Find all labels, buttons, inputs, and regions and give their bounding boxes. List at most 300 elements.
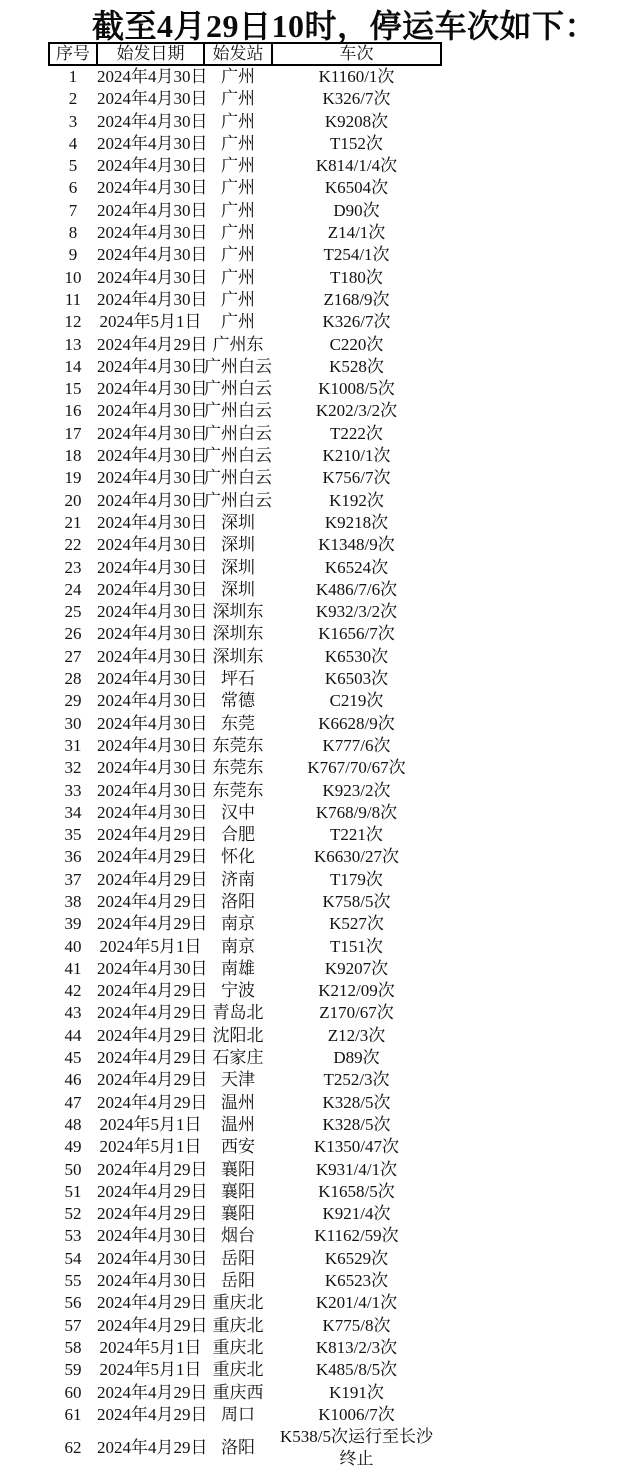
table-row: [49, 623, 441, 645]
cell-depart-station: 深圳: [221, 512, 255, 532]
cell-depart-date: 2024年4月30日: [97, 646, 208, 666]
cell-depart-date: 2024年4月30日: [97, 401, 208, 421]
cell-train-number: K777/6次: [322, 735, 391, 755]
cell-depart-date: 2024年4月30日: [97, 802, 208, 822]
cell-depart-station: 广州: [221, 89, 255, 109]
table-row: [49, 512, 441, 534]
cell-train-number: K486/7/6次: [315, 579, 398, 599]
cell-seq: 48: [64, 1114, 82, 1134]
cell-depart-station: 怀化: [221, 847, 255, 867]
cell-seq: 49: [64, 1137, 82, 1157]
cell-depart-station: 汉中: [221, 802, 255, 822]
cell-train-number: K202/3/2次: [315, 401, 398, 421]
cell-depart-date: 2024年4月30日: [97, 200, 208, 220]
cell-train-number: K210/1次: [322, 446, 391, 466]
cell-depart-date: 2024年4月29日: [97, 891, 208, 911]
cell-depart-date: 2024年4月30日: [97, 1271, 208, 1291]
cell-seq: 33: [64, 780, 82, 800]
table-row: [49, 757, 441, 779]
cell-depart-date: 2024年4月30日: [97, 1248, 208, 1268]
cell-train-number: C219次: [329, 691, 384, 711]
cell-depart-station: 广州白云: [204, 490, 272, 510]
cell-depart-date: 2024年4月30日: [97, 490, 208, 510]
cell-depart-date: 2024年4月29日: [97, 1382, 208, 1402]
cell-depart-station: 洛阳: [221, 1437, 255, 1457]
cell-depart-date: 2024年4月30日: [97, 468, 208, 488]
table-row: [49, 1292, 441, 1314]
table-row: [49, 65, 441, 88]
cell-depart-date: 2024年4月30日: [97, 735, 208, 755]
table-row: [49, 222, 441, 244]
cell-depart-station: 重庆西: [212, 1382, 264, 1402]
cell-depart-date: 2024年4月29日: [97, 981, 208, 1001]
cell-depart-station: 广州: [221, 223, 255, 243]
header-depart-date: 始发日期: [97, 43, 204, 65]
table-row: [49, 824, 441, 846]
cell-seq: 59: [64, 1360, 82, 1380]
cell-train-number: K192次: [329, 490, 384, 510]
table-body: [49, 65, 441, 1470]
cell-seq: 4: [68, 133, 78, 153]
cell-seq: 19: [64, 468, 82, 488]
cell-depart-date: 2024年4月30日: [97, 713, 208, 733]
cell-depart-date: 2024年4月29日: [97, 825, 208, 845]
table-row: [49, 200, 441, 222]
cell-seq: 6: [68, 178, 78, 198]
cell-train-number: K1348/9次: [318, 535, 395, 555]
cell-seq: 50: [64, 1159, 82, 1179]
cell-seq: 39: [64, 914, 82, 934]
table-row: [49, 646, 441, 668]
cell-depart-station: 宁波: [221, 981, 255, 1001]
cell-depart-station: 烟台: [221, 1226, 255, 1246]
table-row: [49, 913, 441, 935]
table-row: [49, 267, 441, 289]
cell-seq: 53: [64, 1226, 82, 1246]
cell-train-number: K1006/7次: [318, 1404, 395, 1424]
cell-train-number: D89次: [333, 1048, 380, 1068]
cell-depart-date: 2024年4月30日: [97, 512, 208, 532]
cell-depart-date: 2024年4月30日: [97, 245, 208, 265]
cell-train-number: K921/4次: [322, 1204, 391, 1224]
cell-train-number: T252/3次: [323, 1070, 390, 1090]
cell-train-number: K1656/7次: [318, 624, 395, 644]
cell-seq: 24: [64, 579, 82, 599]
cell-depart-date: 2024年4月29日: [97, 1048, 208, 1068]
cell-depart-date: 2024年4月30日: [97, 446, 208, 466]
cell-depart-date: 2024年4月29日: [97, 1404, 208, 1424]
cell-seq: 1: [68, 67, 78, 86]
cell-depart-station: 东莞东: [212, 735, 264, 755]
cell-depart-date: 2024年5月1日: [99, 312, 202, 332]
cell-depart-station: 重庆北: [212, 1360, 264, 1380]
cell-train-number: K6504次: [324, 178, 389, 198]
cell-train-number: K6630/27次: [314, 847, 399, 867]
cell-depart-station: 广州白云: [204, 468, 272, 488]
cell-seq: 31: [64, 735, 82, 755]
cell-seq: 13: [64, 334, 82, 354]
cell-seq: 42: [64, 981, 82, 1001]
cell-depart-date: 2024年4月29日: [97, 1181, 208, 1201]
cell-depart-date: 2024年4月30日: [97, 89, 208, 109]
cell-depart-station: 襄阳: [221, 1204, 255, 1224]
cell-seq: 61: [64, 1404, 82, 1424]
table-row: [49, 111, 441, 133]
table-header-row: [49, 43, 441, 65]
cell-depart-station: 广州白云: [204, 446, 272, 466]
cell-depart-station: 深圳东: [212, 602, 264, 622]
table-row: [49, 869, 441, 891]
cell-depart-station: 温州: [221, 1114, 255, 1134]
cell-train-number: K6524次: [324, 557, 389, 577]
cell-seq: 32: [64, 758, 82, 778]
cell-seq: 60: [64, 1382, 82, 1402]
table-row: [49, 713, 441, 735]
cell-depart-date: 2024年4月30日: [97, 624, 208, 644]
cell-train-number: D90次: [333, 200, 380, 220]
table-row: [49, 668, 441, 690]
cell-train-number: K1160/1次: [318, 67, 395, 86]
table-row: [49, 1337, 441, 1359]
cell-depart-station: 深圳: [221, 579, 255, 599]
cell-depart-date: 2024年4月30日: [97, 1226, 208, 1246]
cell-seq: 47: [64, 1092, 82, 1112]
cell-seq: 14: [64, 356, 82, 376]
cell-depart-date: 2024年4月30日: [97, 356, 208, 376]
table-row: [49, 958, 441, 980]
cell-depart-date: 2024年4月29日: [97, 1437, 208, 1457]
table-row: [49, 846, 441, 868]
cell-depart-station: 南京: [221, 936, 255, 956]
cell-depart-date: 2024年4月30日: [97, 156, 208, 176]
cell-depart-station: 坪石: [221, 669, 255, 689]
table-row: [49, 1270, 441, 1292]
cell-depart-station: 重庆北: [212, 1337, 264, 1357]
cell-seq: 35: [64, 825, 82, 845]
cell-train-number: K768/9/8次: [315, 802, 398, 822]
table-row: [49, 1315, 441, 1337]
cell-depart-station: 岳阳: [221, 1271, 255, 1291]
cell-seq: 11: [64, 289, 82, 309]
table-row: [49, 1181, 441, 1203]
cell-depart-date: 2024年4月29日: [97, 1159, 208, 1179]
cell-depart-date: 2024年4月30日: [97, 579, 208, 599]
table-row: [49, 356, 441, 378]
cell-depart-date: 2024年5月1日: [99, 1360, 202, 1380]
cell-train-number: K326/7次: [322, 312, 391, 332]
cell-seq: 56: [64, 1293, 82, 1313]
cell-train-number: T254/1次: [323, 245, 390, 265]
cell-depart-station: 广州: [221, 178, 255, 198]
cell-depart-date: 2024年4月30日: [97, 223, 208, 243]
cell-train-number: Z12/3次: [327, 1025, 386, 1045]
cell-seq: 43: [64, 1003, 82, 1023]
table-row: [49, 289, 441, 311]
cell-train-number: K775/8次: [322, 1315, 391, 1335]
cell-depart-station: 广州: [221, 67, 255, 86]
cell-depart-station: 南京: [221, 914, 255, 934]
cell-depart-date: 2024年4月30日: [97, 133, 208, 153]
cell-seq: 18: [64, 446, 82, 466]
cell-depart-date: 2024年4月30日: [97, 535, 208, 555]
cell-seq: 10: [64, 267, 82, 287]
table-row: [49, 1203, 441, 1225]
cell-seq: 27: [64, 646, 82, 666]
cell-seq: 3: [68, 111, 78, 131]
cell-train-number: K1162/59次: [314, 1226, 399, 1246]
cell-seq: 52: [64, 1204, 82, 1224]
header-seq: 序号: [49, 43, 97, 65]
cell-depart-station: 广州: [221, 133, 255, 153]
cell-depart-station: 南雄: [221, 958, 255, 978]
cell-train-number: K6523次: [324, 1271, 389, 1291]
table-row: [49, 601, 441, 623]
cell-seq: 40: [64, 936, 82, 956]
table-row: [49, 1025, 441, 1047]
cell-depart-station: 广州白云: [204, 423, 272, 443]
cell-depart-date: 2024年4月30日: [97, 267, 208, 287]
table-row: [49, 244, 441, 266]
cell-seq: 20: [64, 490, 82, 510]
cell-seq: 23: [64, 557, 82, 577]
cell-train-number: K814/1/4次: [315, 156, 398, 176]
cell-train-number: K201/4/1次: [315, 1293, 398, 1313]
cell-depart-date: 2024年4月30日: [97, 379, 208, 399]
cell-depart-date: 2024年4月30日: [97, 289, 208, 309]
cell-depart-station: 广州白云: [204, 356, 272, 376]
cell-depart-date: 2024年4月30日: [97, 669, 208, 689]
cell-train-number: K6530次: [324, 646, 389, 666]
cell-depart-date: 2024年4月29日: [97, 1070, 208, 1090]
cell-depart-station: 东莞东: [212, 780, 264, 800]
table-row: [49, 1225, 441, 1247]
cell-train-number: K528次: [329, 356, 384, 376]
cell-train-number: T152次: [330, 133, 383, 153]
cell-depart-station: 广州白云: [204, 401, 272, 421]
cell-depart-station: 深圳: [221, 557, 255, 577]
cell-seq: 21: [64, 512, 82, 532]
header-train-number: 车次: [272, 43, 441, 65]
cell-seq: 57: [64, 1315, 82, 1335]
table-row: [49, 177, 441, 199]
table-row: [49, 557, 441, 579]
cell-depart-date: 2024年4月30日: [97, 958, 208, 978]
cell-depart-station: 济南: [221, 869, 255, 889]
cell-train-number: T179次: [330, 869, 383, 889]
cell-train-number: K1658/5次: [318, 1181, 395, 1201]
cell-depart-station: 广州: [221, 289, 255, 309]
cell-train-number: T221次: [330, 825, 383, 845]
cell-depart-date: 2024年5月1日: [99, 1337, 202, 1357]
table-row: [49, 334, 441, 356]
cell-train-number: T222次: [330, 423, 383, 443]
cell-seq: 8: [68, 223, 78, 243]
table-row: [49, 378, 441, 400]
cell-train-number: K485/8/5次: [315, 1360, 398, 1380]
table-row: [49, 1159, 441, 1181]
table-row: [49, 490, 441, 512]
cell-depart-date: 2024年4月29日: [97, 1204, 208, 1224]
cell-train-number: K932/3/2次: [315, 602, 398, 622]
cell-depart-station: 深圳东: [212, 646, 264, 666]
cell-depart-station: 广州东: [212, 334, 264, 354]
cell-seq: 17: [64, 423, 82, 443]
cell-depart-date: 2024年4月29日: [97, 869, 208, 889]
cell-train-number: K328/5次: [322, 1092, 391, 1112]
cell-train-number: K923/2次: [322, 780, 391, 800]
cell-depart-date: 2024年4月30日: [97, 758, 208, 778]
suspended-trains-table: [48, 42, 442, 1470]
table-row: [49, 690, 441, 712]
cell-train-number: K538/5次运行至长沙终止: [280, 1427, 433, 1469]
cell-train-number: K931/4/1次: [315, 1159, 398, 1179]
cell-seq: 29: [64, 691, 82, 711]
table-row: [49, 133, 441, 155]
cell-seq: 41: [64, 958, 82, 978]
cell-train-number: K328/5次: [322, 1114, 391, 1134]
table-row: [49, 980, 441, 1002]
cell-depart-date: 2024年4月30日: [97, 111, 208, 131]
cell-depart-station: 深圳: [221, 535, 255, 555]
table-row: [49, 400, 441, 422]
table-row: [49, 1426, 441, 1470]
cell-depart-station: 常德: [221, 691, 255, 711]
table-row: [49, 1404, 441, 1426]
cell-depart-date: 2024年5月1日: [99, 1114, 202, 1134]
table-row: [49, 423, 441, 445]
cell-depart-station: 石家庄: [212, 1048, 264, 1068]
cell-seq: 12: [64, 312, 82, 332]
cell-seq: 22: [64, 535, 82, 555]
cell-depart-station: 广州: [221, 245, 255, 265]
cell-depart-date: 2024年4月30日: [97, 557, 208, 577]
cell-depart-date: 2024年4月29日: [97, 1025, 208, 1045]
cell-seq: 34: [64, 802, 82, 822]
cell-depart-date: 2024年5月1日: [99, 936, 202, 956]
cell-train-number: K212/09次: [318, 981, 395, 1001]
cell-depart-station: 洛阳: [221, 891, 255, 911]
cell-depart-date: 2024年4月30日: [97, 691, 208, 711]
table-row: [49, 891, 441, 913]
cell-train-number: K9218次: [324, 512, 389, 532]
table-row: [49, 802, 441, 824]
cell-depart-date: 2024年4月29日: [97, 847, 208, 867]
cell-train-number: K767/70/67次: [307, 758, 406, 778]
table-row: [49, 445, 441, 467]
cell-depart-date: 2024年4月30日: [97, 780, 208, 800]
cell-seq: 5: [68, 156, 78, 176]
cell-train-number: K326/7次: [322, 89, 391, 109]
cell-depart-station: 合肥: [221, 825, 255, 845]
cell-depart-station: 东莞东: [212, 758, 264, 778]
cell-train-number: K756/7次: [322, 468, 391, 488]
cell-seq: 62: [64, 1437, 82, 1457]
header-depart-station: 始发站: [204, 43, 272, 65]
cell-seq: 54: [64, 1248, 82, 1268]
cell-depart-date: 2024年5月1日: [99, 1137, 202, 1157]
table-row: [49, 1136, 441, 1158]
cell-train-number: K6503次: [324, 669, 389, 689]
cell-depart-date: 2024年4月29日: [97, 1315, 208, 1335]
cell-depart-station: 广州: [221, 312, 255, 332]
cell-depart-station: 广州: [221, 267, 255, 287]
cell-depart-station: 西安: [221, 1137, 255, 1157]
table-row: [49, 1002, 441, 1024]
cell-train-number: Z168/9次: [323, 289, 390, 309]
table-row: [49, 1248, 441, 1270]
cell-depart-station: 广州: [221, 200, 255, 220]
cell-depart-station: 东莞: [221, 713, 255, 733]
cell-seq: 15: [64, 379, 82, 399]
cell-depart-date: 2024年4月30日: [97, 423, 208, 443]
cell-depart-station: 广州: [221, 156, 255, 176]
cell-train-number: K6529次: [324, 1248, 389, 1268]
cell-depart-station: 襄阳: [221, 1159, 255, 1179]
cell-seq: 38: [64, 891, 82, 911]
table-row: [49, 155, 441, 177]
table-row: [49, 1069, 441, 1091]
cell-train-number: K1008/5次: [318, 379, 395, 399]
cell-seq: 28: [64, 669, 82, 689]
cell-seq: 36: [64, 847, 82, 867]
cell-seq: 7: [68, 200, 78, 220]
table-row: [49, 780, 441, 802]
cell-seq: 58: [64, 1337, 82, 1357]
cell-seq: 51: [64, 1181, 82, 1201]
table-row: [49, 534, 441, 556]
table-row: [49, 735, 441, 757]
cell-depart-station: 周口: [221, 1404, 255, 1424]
cell-train-number: K9207次: [324, 958, 389, 978]
cell-depart-station: 重庆北: [212, 1293, 264, 1313]
table-row: [49, 311, 441, 333]
cell-depart-station: 重庆北: [212, 1315, 264, 1335]
cell-seq: 16: [64, 401, 82, 421]
cell-seq: 37: [64, 869, 82, 889]
cell-seq: 46: [64, 1070, 82, 1090]
cell-depart-date: 2024年4月29日: [97, 1092, 208, 1112]
cell-depart-date: 2024年4月30日: [97, 67, 208, 86]
cell-train-number: T151次: [330, 936, 383, 956]
cell-seq: 9: [68, 245, 78, 265]
cell-train-number: K758/5次: [322, 891, 391, 911]
cell-depart-station: 广州白云: [204, 379, 272, 399]
cell-depart-date: 2024年4月30日: [97, 602, 208, 622]
cell-seq: 44: [64, 1025, 82, 1045]
page-title: 截至4月29日10时，停运车次如下：: [92, 8, 598, 44]
table-row: [49, 1114, 441, 1136]
table-row: [49, 467, 441, 489]
cell-depart-date: 2024年4月30日: [97, 178, 208, 198]
cell-seq: 25: [64, 602, 82, 622]
cell-depart-station: 温州: [221, 1092, 255, 1112]
cell-depart-station: 襄阳: [221, 1181, 255, 1201]
table-row: [49, 1382, 441, 1404]
table-row: [49, 1359, 441, 1381]
cell-seq: 55: [64, 1271, 82, 1291]
cell-depart-date: 2024年4月29日: [97, 1003, 208, 1023]
cell-depart-station: 岳阳: [221, 1248, 255, 1268]
cell-seq: 30: [64, 713, 82, 733]
cell-train-number: T180次: [330, 267, 383, 287]
table-row: [49, 579, 441, 601]
cell-train-number: K9208次: [324, 111, 389, 131]
table-row: [49, 1047, 441, 1069]
cell-seq: 2: [68, 89, 78, 109]
cell-seq: 26: [64, 624, 82, 644]
cell-depart-station: 广州: [221, 111, 255, 131]
cell-depart-station: 青岛北: [212, 1003, 264, 1023]
